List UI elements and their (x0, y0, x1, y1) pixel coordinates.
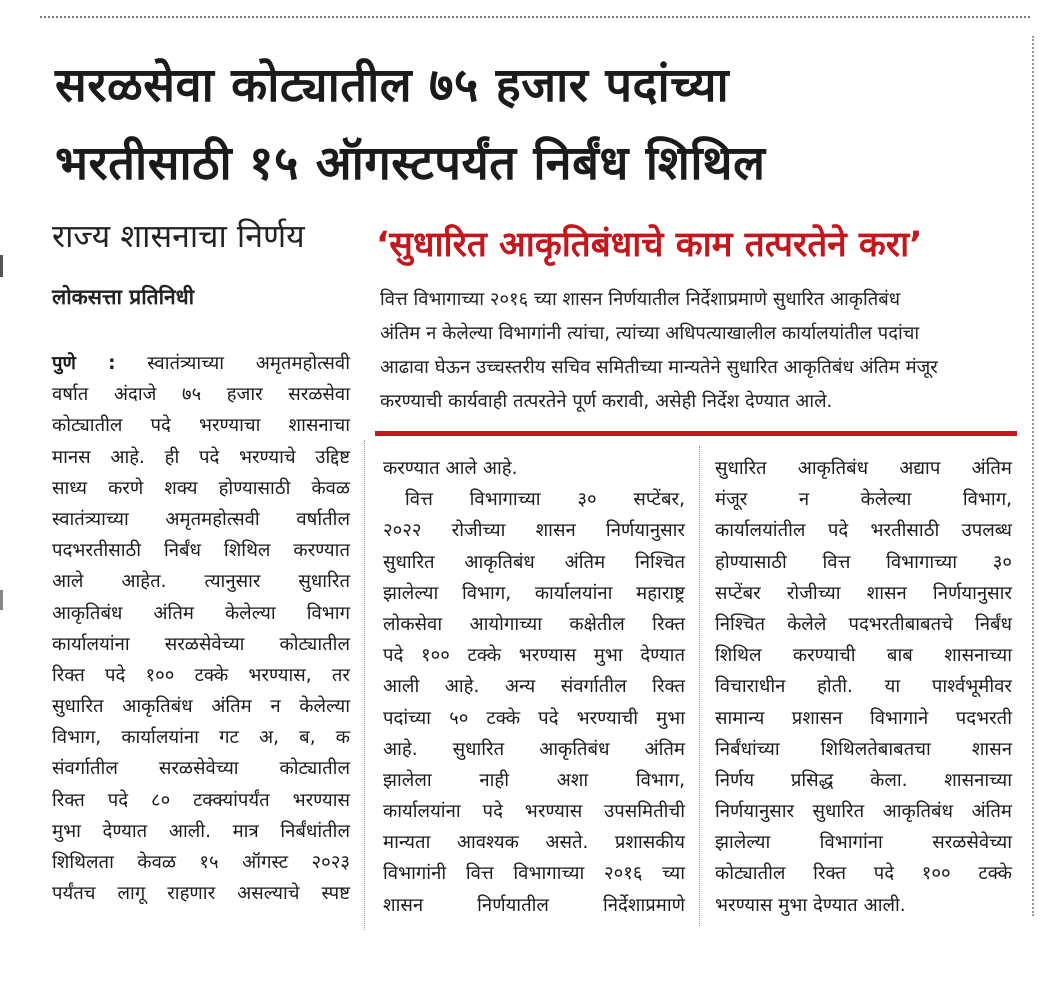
margin-mark (0, 255, 3, 277)
article-line: आकृतिबंध अंतिम केलेल्या विभाग (52, 602, 350, 624)
article-line: आले आहेत. त्यानुसार सुधारित (52, 571, 350, 593)
article-line: भरण्यास मुभा देण्यात आली. (715, 894, 906, 916)
article-line: विभाग, कार्यालयांना गट अ, ब, क (52, 727, 350, 749)
red-divider (375, 431, 1017, 436)
article-column-2 (383, 453, 685, 921)
article-line: संवर्गातील सरळसेवेच्या कोट्यातील (52, 758, 350, 780)
article-line: वर्षात अंदाजे ७५ हजार सरळसेवा (52, 384, 350, 406)
article-line: मान्यता आवश्यक असते. प्रशासकीय (383, 832, 685, 854)
quote-line: अंतिम न केलेल्या विभागांनी त्यांचा, त्यांच्या अधिपत्याखालील कार्यालयांतील पदांचा (380, 323, 920, 344)
article-line: रिक्त पदे ८० टक्क्यांपर्यंत भरण्यास (52, 789, 350, 811)
article-line: शासन निर्णयातील निर्देशाप्रमाणे (383, 894, 685, 916)
article-line: शिथिलता केवळ १५ ऑगस्ट २०२३ (52, 852, 350, 873)
article-line: होण्यासाठी वित्त विभागाच्या ३० (715, 551, 1012, 573)
article-column-3 (715, 453, 1012, 921)
column-divider (699, 446, 700, 926)
article-line (52, 348, 350, 379)
article-line: सप्टेंबर रोजीच्या शासन निर्णयानुसार (715, 582, 1012, 604)
article-line: वित्त विभागाच्या ३० सप्टेंबर, (405, 489, 685, 511)
article-line-text: स्वातंत्र्याच्या अमृतमहोत्सवी (147, 353, 350, 374)
article-line: निर्बंधांच्या शिथिलतेबाबतचा शासन (715, 738, 1012, 760)
article-line: पदे १०० टक्के भरण्यास मुभा देण्यात (383, 645, 685, 667)
article-line: पदभरतीसाठी निर्बंध शिथिल करण्यात (52, 540, 350, 562)
article-line: आली आहे. अन्य संवर्गातील रिक्त (383, 676, 685, 698)
article-line: आहे. सुधारित आकृतिबंध अंतिम (383, 738, 685, 760)
quote-title: ‘सुधारित आकृतिबंधाचे काम तत्परतेने करा’ (376, 225, 923, 265)
article-line: कार्यालयांना सरळसेवेच्या कोट्यातील (52, 633, 350, 655)
article-line: विचाराधीन होती. या पार्श्वभूमीवर (715, 676, 1012, 698)
article-line: निश्चित केलेले पदभरतीबाबतचे निर्बंध (715, 613, 1012, 635)
article-column-1 (52, 348, 350, 909)
article-line: झालेला नाही अशा विभाग, (383, 769, 685, 791)
article-line: करण्यात आले आहे. (383, 458, 518, 479)
article-line: विभागांनी वित्त विभागाच्या २०१६ च्या (383, 863, 685, 885)
article-line: लोकसेवा आयोगाच्या कक्षेतील रिक्त (383, 613, 685, 635)
article-line: कोट्यातील पदे भरण्याचा शासनाचा (52, 415, 350, 437)
article-line: पदांच्या ५० टक्के पदे भरण्याची मुभा (383, 707, 685, 729)
article-line: साध्य करणे शक्य होण्यासाठी केवळ (52, 477, 350, 499)
article-line: कार्यालयांतील पदे भरतीसाठी उपलब्ध (715, 520, 1012, 542)
headline-line-1: सरळसेवा कोट्यातील ७५ हजार पदांच्या (55, 58, 730, 113)
column-divider (364, 440, 365, 930)
headline-line-2: भरतीसाठी १५ ऑगस्टपर्यंत निर्बंध शिथिल (55, 136, 766, 191)
subheadline: राज्य शासनाचा निर्णय (52, 217, 305, 255)
margin-mark (0, 590, 3, 610)
article-line: स्वातंत्र्याच्या अमृतमहोत्सवी वर्षातील (52, 508, 350, 530)
quote-body (380, 283, 1020, 419)
article-line: झालेल्या विभाग, कार्यालयांना महाराष्ट्र (383, 582, 685, 604)
article-line: मानस आहे. ही पदे भरण्याचे उद्दिष्ट (52, 446, 350, 468)
article-line: सुधारित आकृतिबंध अंतिम निश्चित (383, 551, 685, 573)
article-line: सामान्य प्रशासन विभागाने पदभरती (715, 707, 1012, 729)
quote-line: आढावा घेऊन उच्चस्तरीय सचिव समितीच्या मान्यतेने सुधारित आकृतिबंध अंतिम मंजूर (380, 357, 938, 378)
article-line: मंजूर न केलेल्या विभाग, (715, 489, 1012, 511)
article-line: सुधारित आकृतिबंध अंतिम न केलेल्या (52, 696, 350, 718)
quote-line: वित्त विभागाच्या २०१६ च्या शासन निर्णयातील निर्देशाप्रमाणे सुधारित आकृतिबंध (380, 289, 901, 310)
article-line: निर्णयानुसार सुधारित आकृतिबंध अंतिम (715, 801, 1012, 823)
article-line: कार्यालयांना पदे भरण्यास उपसमितीची (383, 801, 685, 823)
article-line: कोट्यातील रिक्त पदे १०० टक्के (715, 863, 1012, 885)
article-line: झालेल्या विभागांना सरळसेवेच्या (715, 832, 1012, 854)
article-line: २०२२ रोजीच्या शासन निर्णयानुसार (383, 520, 685, 542)
quote-line: करण्याची कार्यवाही तत्परतेने पूर्ण करावी, असेही निर्देश देण्यात आले. (380, 391, 833, 412)
right-dotted-border (1032, 36, 1034, 916)
dateline: पुणे : (52, 353, 116, 374)
top-dotted-border (40, 16, 1030, 18)
article-line: रिक्त पदे १०० टक्के भरण्यास, तर (52, 664, 350, 686)
article-line: मुभा देण्यात आली. मात्र निर्बंधांतील (52, 820, 350, 842)
article-line: निर्णय प्रसिद्ध केला. शासनाच्या (715, 769, 1012, 791)
article-line: शिथिल करण्याची बाब शासनाच्या (715, 645, 1012, 667)
article-line: पर्यंतच लागू राहणार असल्याचे स्पष्ट (52, 883, 350, 905)
article-line: सुधारित आकृतिबंध अद्याप अंतिम (715, 458, 1012, 479)
byline: लोकसत्ता प्रतिनिधी (52, 285, 195, 309)
